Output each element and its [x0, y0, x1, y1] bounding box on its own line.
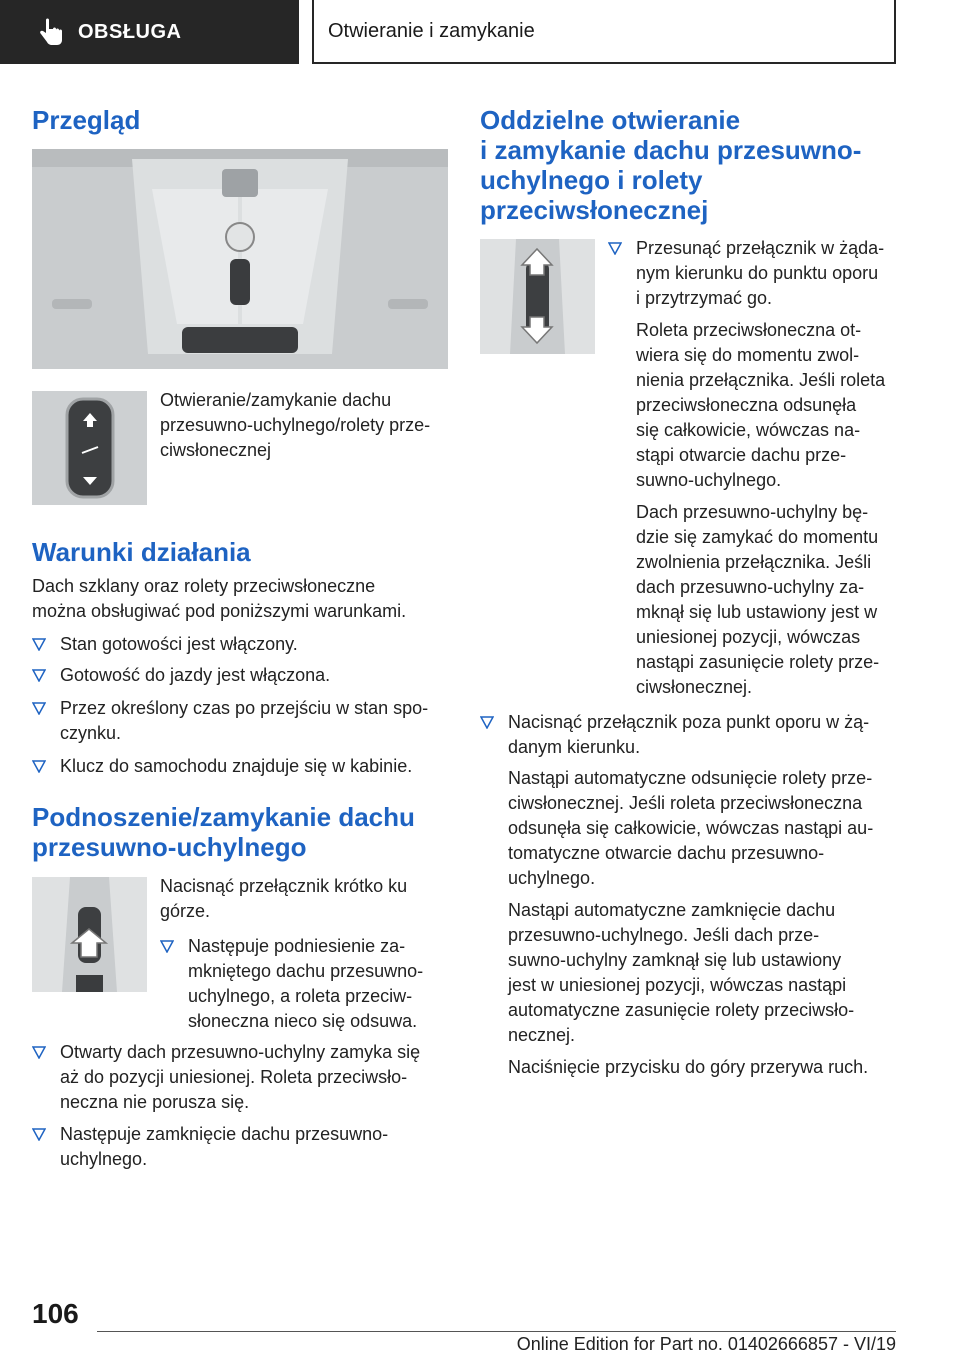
triangle-bullet-icon [32, 638, 46, 651]
triangle-bullet-icon [480, 716, 494, 729]
roof-console-image [32, 149, 448, 369]
triangle-bullet-icon [32, 669, 46, 682]
roof-switch-image [32, 391, 147, 505]
switch-caption: Otwieranie/zamykanie dachu przesuwno-uchylnego/rolety prze- ciwsłonecznej [160, 390, 431, 460]
chapter-label: Otwieranie i zamykanie [328, 19, 535, 42]
list-item: Klucz do samochodu znajduje się w kabinie. [32, 754, 412, 779]
list-item: Następuje podniesienie za- mkniętego dachu przesuwno- uchylnego, a roleta przeciw- słoneczna nieco się odsuwa. [160, 934, 423, 1034]
header-section-tab [0, 0, 299, 64]
paragraph: Dach przesuwno-uchylny bę- dzie się zamykać do momentu zwolnienia przełącznika. Jeśli dach przesuwno-uchylny za- mknął się lub ustawiony jest w uniesionej pozycji, wówczas nastąpi zasunięcie rolety prze- ciwsłonecznej. [636, 502, 880, 697]
list-item: Przesunąć przełącznik w żąda- nym kierunku do punktu oporu i przytrzymać go. [608, 236, 884, 311]
triangle-bullet-icon [32, 760, 46, 773]
raise-intro: Nacisnąć przełącznik krótko ku górze. [160, 876, 408, 921]
overview-heading: Przegląd [32, 105, 141, 135]
edition-label: Online Edition for Part no. 01402666857 - VI/19 [516, 1334, 896, 1354]
separate-heading: Oddzielne otwieranie i zamykanie dachu przesuwno- uchylnego i rolety przeciwsłonecznej [480, 105, 862, 225]
paragraph: Naciśnięcie przycisku do góry przerywa ruch. [508, 1057, 869, 1077]
list-item: Gotowość do jazdy jest włączona. [32, 663, 330, 688]
section-label: OBSŁUGA [78, 20, 182, 43]
paragraph: Nastąpi automatyczne odsunięcie rolety prze- ciwsłonecznej. Jeśli roleta przeciwsłoneczna odsunęła się całkowicie, wówczas nastąpi au- tomatyczne otwarcie dachu przesuwno- uchylnego. [508, 768, 874, 888]
raise-switch-image [32, 877, 147, 992]
raise-heading: Podnoszenie/zamykanie dachu przesuwno-uchylnego [32, 802, 415, 862]
paragraph: Roleta przeciwsłoneczna ot- wiera się do momentu zwol- nienia przełącznika. Jeśli roleta przeciwsłoneczna odsunęła się całkowicie, wówczas na- stąpi otwarcie dachu prze- suwno-uchylnego. [636, 320, 886, 490]
page-number: 106 [32, 1298, 79, 1329]
triangle-bullet-icon [608, 242, 622, 255]
list-item: Nacisnąć przełącznik poza punkt oporu w żą- danym kierunku. [480, 710, 869, 760]
triangle-bullet-icon [32, 1046, 46, 1059]
separate-switch-image [480, 239, 595, 354]
hand-pointer-icon [38, 18, 64, 46]
paragraph: Nastąpi automatyczne zamknięcie dachu przesuwno-uchylnego. Jeśli dach prze- suwno-uchylny zamknął się lub ustawiony jest w uniesionej pozycji, wówczas nastąpi automatyczne zasunięcie rolety przeciwsło- necznej. [508, 900, 855, 1045]
footer-divider [97, 1331, 896, 1332]
conditions-heading: Warunki działania [32, 537, 251, 567]
list-item: Stan gotowości jest włączony. [32, 632, 298, 657]
list-item: Otwarty dach przesuwno-uchylny zamyka się aż do pozycji uniesionej. Roleta przeciwsło- neczna nie porusza się. [32, 1040, 420, 1115]
triangle-bullet-icon [160, 940, 174, 953]
list-item: Następuje zamknięcie dachu przesuwno- uchylnego. [32, 1122, 388, 1172]
triangle-bullet-icon [32, 702, 46, 715]
header-chapter [312, 0, 896, 64]
conditions-intro: Dach szklany oraz rolety przeciwsłoneczne można obsługiwać pod poniższymi warunkami. [32, 576, 407, 621]
list-item: Przez określony czas po przejściu w stan spo- czynku. [32, 696, 428, 746]
triangle-bullet-icon [32, 1128, 46, 1141]
